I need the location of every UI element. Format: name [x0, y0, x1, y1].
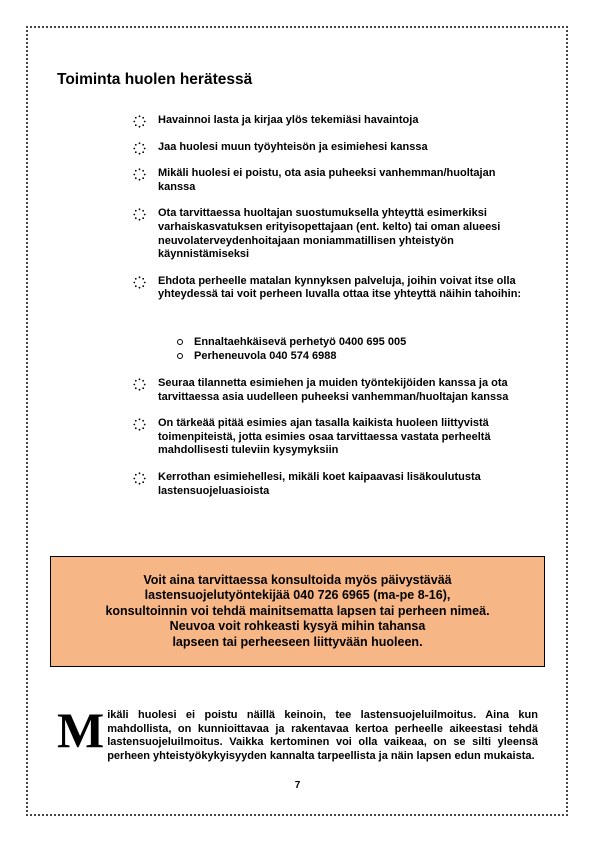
- bullet-item: [133, 114, 533, 128]
- dotted-circle-bullet-icon: [133, 378, 146, 391]
- bullet-text: Mikäli huolesi ei poistu, ota asia puheeksi vanhemman/huoltajan kanssa: [158, 167, 496, 193]
- page-number: 7: [294, 780, 301, 791]
- drop-cap: M: [57, 702, 105, 758]
- sublist-text: Perheneuvola 040 574 6988: [194, 349, 337, 362]
- action-bullet-list: [133, 114, 533, 302]
- callout-line: lapseen tai perheeseen liittyvään huoleen.: [172, 634, 423, 649]
- bullet-item: [133, 141, 533, 155]
- dotted-circle-bullet-icon: [133, 168, 146, 181]
- bullet-item: [133, 275, 533, 302]
- consultation-callout-box: [50, 556, 545, 667]
- callout-line: Voit aina tarvittaessa konsultoida myös päivystävää: [143, 572, 452, 587]
- dotted-circle-bullet-icon: [133, 208, 146, 221]
- hollow-circle-bullet-icon: [177, 353, 183, 359]
- hollow-circle-bullet-icon: [177, 339, 183, 345]
- action-bullet-list-continued: [133, 377, 533, 498]
- bullet-item: [133, 471, 533, 498]
- callout-line: konsultoinnin voi tehdä mainitsematta lapsen tai perheen nimeä.: [105, 603, 490, 618]
- bullet-text: Jaa huolesi muun työyhteisön ja esimiehesi kanssa: [158, 140, 428, 153]
- sublist-text: Ennaltaehkäisevä perhetyö 0400 695 005: [194, 336, 407, 348]
- bullet-item: [133, 167, 533, 194]
- contact-sublist: [175, 336, 515, 363]
- bullet-text: Ehdota perheelle matalan kynnyksen palveluja, joihin voivat itse olla yhteydessä tai voit perheen luvalla ottaa itse yhteyttä näihin tahoihin:: [158, 274, 522, 301]
- closing-text: ikäli huolesi ei poistu näillä keinoin, tee lastensuojeluilmoitus. Aina kun mahdollista, on kunnioittavaa ja rakentavaa kertoa perheelle aikeestasi tehdä lastensuojeluilmoitus. Vaikka kertominen voi olla vaikeaa, on se silti yleensä perheen yhteistyökykyisyyden kannalta tarpeellista ja näin lapsen edun mukaista.: [107, 709, 538, 762]
- dotted-circle-bullet-icon: [133, 472, 146, 485]
- bullet-text: Seuraa tilannetta esimiehen ja muiden työntekijöiden kanssa ja ota tarvittaessa asia uudelleen puheeksi vanhemman/huoltajan kanssa: [158, 377, 509, 403]
- bullet-item: [133, 377, 533, 404]
- callout-line: Neuvoa voit rohkeasti kysyä mihin tahansa: [169, 619, 426, 634]
- bullet-text: Ota tarvittaessa huoltajan suostumuksella yhteyttä esimerkiksi varhaiskasvatuksen erityisopettajaan (ent. kelto) tai oman alueesi neuvolaterveydenhoitajaan moniammatillisen yhteistyön käynnistämiseksi: [158, 207, 501, 261]
- dotted-circle-bullet-icon: [133, 418, 146, 431]
- bullet-item: [133, 417, 533, 458]
- dotted-circle-bullet-icon: [133, 115, 146, 128]
- dotted-circle-bullet-icon: [133, 142, 146, 155]
- closing-paragraph: [57, 702, 538, 763]
- page-title: Toiminta huolen herätessä: [57, 71, 253, 88]
- bullet-item: [133, 207, 533, 261]
- callout-line: lastensuojelutyöntekijää 040 726 6965 (ma-pe 8-16),: [144, 588, 451, 603]
- bullet-text: Kerrothan esimiehellesi, mikäli koet kaipaavasi lisäkoulutusta lastensuojeluasioista: [158, 470, 481, 497]
- bullet-text: On tärkeää pitää esimies ajan tasalla kaikista huoleen liittyvistä toimenpiteistä, jotta esimies osaa tarvittaessa vastata perheeltä mahdollisesti tuleviin kysymyksiin: [158, 417, 491, 457]
- sublist-item: [175, 350, 515, 364]
- sublist-item: [175, 336, 515, 350]
- dotted-circle-bullet-icon: [133, 276, 146, 289]
- bullet-text: Havainnoi lasta ja kirjaa ylös tekemiäsi havaintoja: [158, 114, 419, 126]
